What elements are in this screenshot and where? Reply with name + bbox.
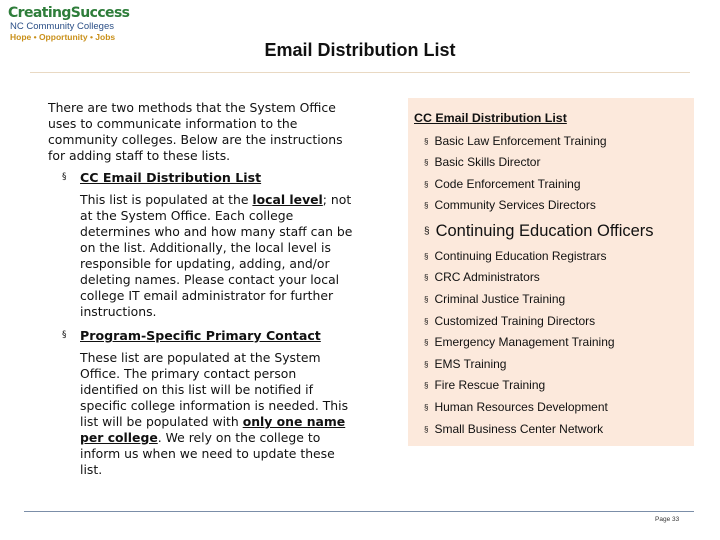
list-item — [424, 335, 615, 349]
square-bullet-icon: § — [424, 425, 429, 434]
list-item-label: Basic Law Enforcement Training — [434, 134, 607, 148]
list-item — [424, 400, 608, 414]
method-2-desc-suffix: . We rely on the college to inform us when we need to update these list. — [80, 430, 335, 477]
creating-success-logo — [8, 5, 130, 45]
page-number: Page 33 — [655, 516, 680, 523]
square-bullet-icon: § — [424, 381, 429, 390]
list-item — [424, 357, 506, 371]
square-bullet-icon: § — [424, 317, 429, 326]
method-2-label: Program-Specific Primary Contact — [80, 328, 321, 343]
method-2-desc-prefix: These list are populated at the System Office. The primary contact person identified on this list will be notified if specific college information is needed. This list will be populated with — [80, 350, 349, 429]
list-item — [424, 270, 540, 284]
list-item — [424, 292, 565, 306]
method-2-bullet — [62, 328, 321, 343]
logo-line-1: CreatingSuccess — [8, 5, 130, 21]
intro-paragraph: There are two methods that the System Office uses to communicate information to the community colleges. Below are the instructions for adding staff to these lists. — [48, 100, 343, 163]
square-bullet-icon: § — [62, 330, 67, 340]
list-item — [424, 198, 596, 212]
list-item-label: Continuing Education Officers — [435, 222, 654, 240]
list-item-label: Continuing Education Registrars — [434, 249, 607, 263]
list-item-label: Basic Skills Director — [434, 155, 541, 169]
square-bullet-icon: § — [424, 360, 429, 369]
method-1-desc-prefix: This list is populated at the — [80, 192, 253, 207]
distribution-list-panel — [408, 98, 694, 446]
square-bullet-icon: § — [424, 273, 429, 282]
list-item-label: EMS Training — [434, 357, 507, 371]
square-bullet-icon: § — [424, 180, 429, 189]
panel-title: CC Email Distribution List — [414, 111, 567, 125]
method-2-description — [80, 350, 352, 478]
square-bullet-icon: § — [424, 158, 429, 167]
list-item-label: Criminal Justice Training — [434, 292, 566, 306]
logo-line-3: Hope • Opportunity • Jobs — [10, 32, 116, 42]
square-bullet-icon: § — [62, 172, 67, 182]
list-item-label: CRC Administrators — [434, 270, 540, 284]
list-item-label: Customized Training Directors — [434, 314, 596, 328]
list-item — [424, 249, 607, 263]
square-bullet-icon: § — [424, 338, 429, 347]
list-item — [424, 378, 545, 392]
list-item — [424, 422, 603, 436]
method-1-description — [80, 192, 355, 320]
method-2-emphasis: only one name per college — [80, 414, 346, 445]
method-1-bullet — [62, 170, 261, 185]
square-bullet-icon: § — [424, 403, 429, 412]
list-item-label: Code Enforcement Training — [434, 177, 581, 191]
list-item-label: Emergency Management Training — [434, 335, 615, 349]
square-bullet-icon: § — [424, 295, 429, 304]
list-item — [424, 222, 654, 241]
method-1-desc-suffix: ; not at the System Office. Each college determines who and how many staff can be on the list. Additionally, the local level is responsible for updating, adding, and/or deleting names. Please contact your local college IT email administrator for further instructions. — [80, 192, 353, 319]
list-item-label: Community Services Directors — [434, 198, 596, 212]
list-item-label: Small Business Center Network — [434, 422, 604, 436]
square-bullet-icon: § — [424, 252, 429, 261]
method-1-emphasis: local level — [252, 192, 323, 207]
title-divider — [30, 72, 690, 73]
method-1-label: CC Email Distribution List — [80, 170, 262, 185]
square-bullet-icon: § — [424, 201, 429, 210]
square-bullet-icon: § — [424, 137, 429, 146]
list-item — [424, 177, 581, 191]
list-item-label: Fire Rescue Training — [434, 378, 546, 392]
list-item — [424, 155, 540, 169]
logo-line-2: NC Community Colleges — [10, 21, 115, 32]
list-item — [424, 134, 607, 148]
intro-text — [48, 100, 360, 164]
list-item-label: Human Resources Development — [434, 400, 608, 414]
footer-divider — [24, 511, 694, 512]
square-bullet-icon: § — [424, 226, 430, 237]
list-item — [424, 314, 595, 328]
page-title: Email Distribution List — [264, 40, 456, 60]
